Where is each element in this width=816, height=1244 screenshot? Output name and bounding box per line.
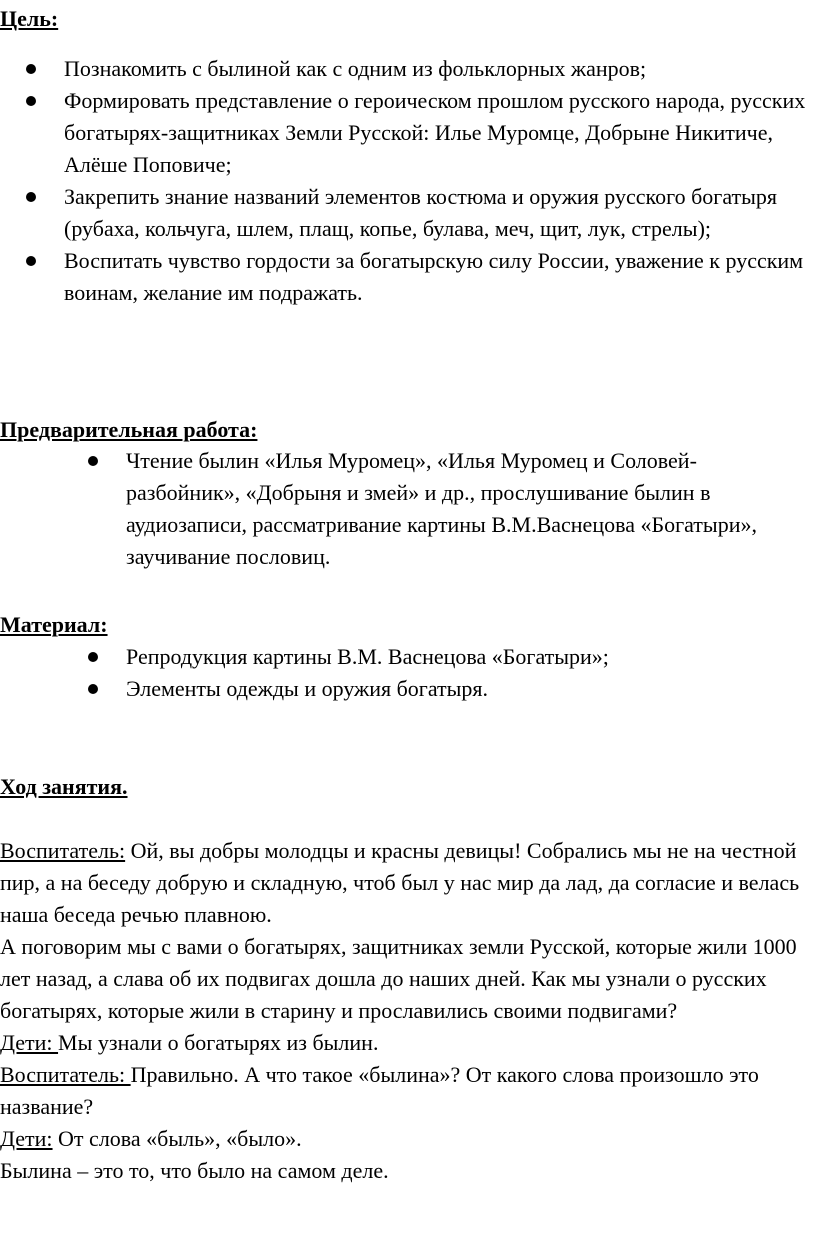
dialogue-line: А поговорим мы с вами о богатырях, защитниках земли Русской, которые жили 1000 лет назад, а слава об их подвигах дошла до наших дней. Как мы узнали о русских богатырях, которые жили в старину и прославились своими подвигами? — [0, 934, 797, 1023]
speaker-label: Дети: — [0, 1030, 59, 1055]
bullet-icon — [26, 192, 36, 202]
list-item: Чтение былин «Илья Муромец», «Илья Муромец и Соловей-разбойник», «Добрыня и змей» и др., прослушивание былин в аудиозаписи, рассматривание картины В.М.Васнецова «Богатыри», заучивание пословиц. — [62, 445, 768, 573]
bullet-icon — [26, 96, 36, 106]
list-item: Воспитать чувство гордости за богатырскую силу России, уважение к русским воинам, желание им подражать. — [0, 245, 812, 309]
speaker-label: Воспитатель: — [0, 1062, 131, 1087]
list-item: Элементы одежды и оружия богатыря. — [62, 673, 802, 705]
goal-heading: Цель: — [0, 6, 59, 31]
list-item: Познакомить с былиной как с одним из фольклорных жанров; — [0, 53, 812, 85]
list-item: Репродукция картины В.М. Васнецова «Богатыри»; — [62, 641, 802, 673]
bullet-icon — [26, 64, 36, 74]
bullet-icon — [88, 652, 98, 662]
bullet-icon — [26, 256, 36, 266]
speaker-label: Дети: — [0, 1126, 53, 1151]
material-list — [62, 641, 802, 705]
bullet-icon — [88, 684, 98, 694]
list-item: Закрепить знание названий элементов костюма и оружия русского богатыря (рубаха, кольчуга, шлем, плащ, копье, булава, меч, щит, лук, стрелы); — [0, 181, 812, 245]
lesson-dialogue — [0, 835, 812, 1187]
goal-list — [0, 53, 812, 309]
list-item: Формировать представление о героическом прошлом русского народа, русских богатырях-защитниках Земли Русской: Илье Муромце, Добрыне Никитиче, Алёше Поповиче; — [0, 85, 812, 181]
prep-list — [62, 445, 768, 573]
material-heading: Материал: — [0, 612, 108, 637]
dialogue-line: Дети: От слова «быль», «было». — [0, 1126, 302, 1151]
dialogue-line: Былина – это то, что было на самом деле. — [0, 1158, 389, 1183]
prep-heading: Предварительная работа: — [0, 417, 258, 442]
dialogue-line: Дети: Мы узнали о богатырях из былин. — [0, 1030, 379, 1055]
speaker-label: Воспитатель: — [0, 838, 126, 863]
bullet-icon — [88, 456, 98, 466]
lesson-heading: Ход занятия. — [0, 774, 128, 799]
dialogue-line: Воспитатель: Правильно. А что такое «былина»? От какого слова произошло это название? — [0, 1062, 759, 1119]
dialogue-line: Воспитатель: Ой, вы добры молодцы и красны девицы! Собрались мы не на честной пир, а на беседу добрую и складную, чтоб был у нас мир да лад, да согласие и велась наша беседа речью плавною. — [0, 838, 800, 927]
